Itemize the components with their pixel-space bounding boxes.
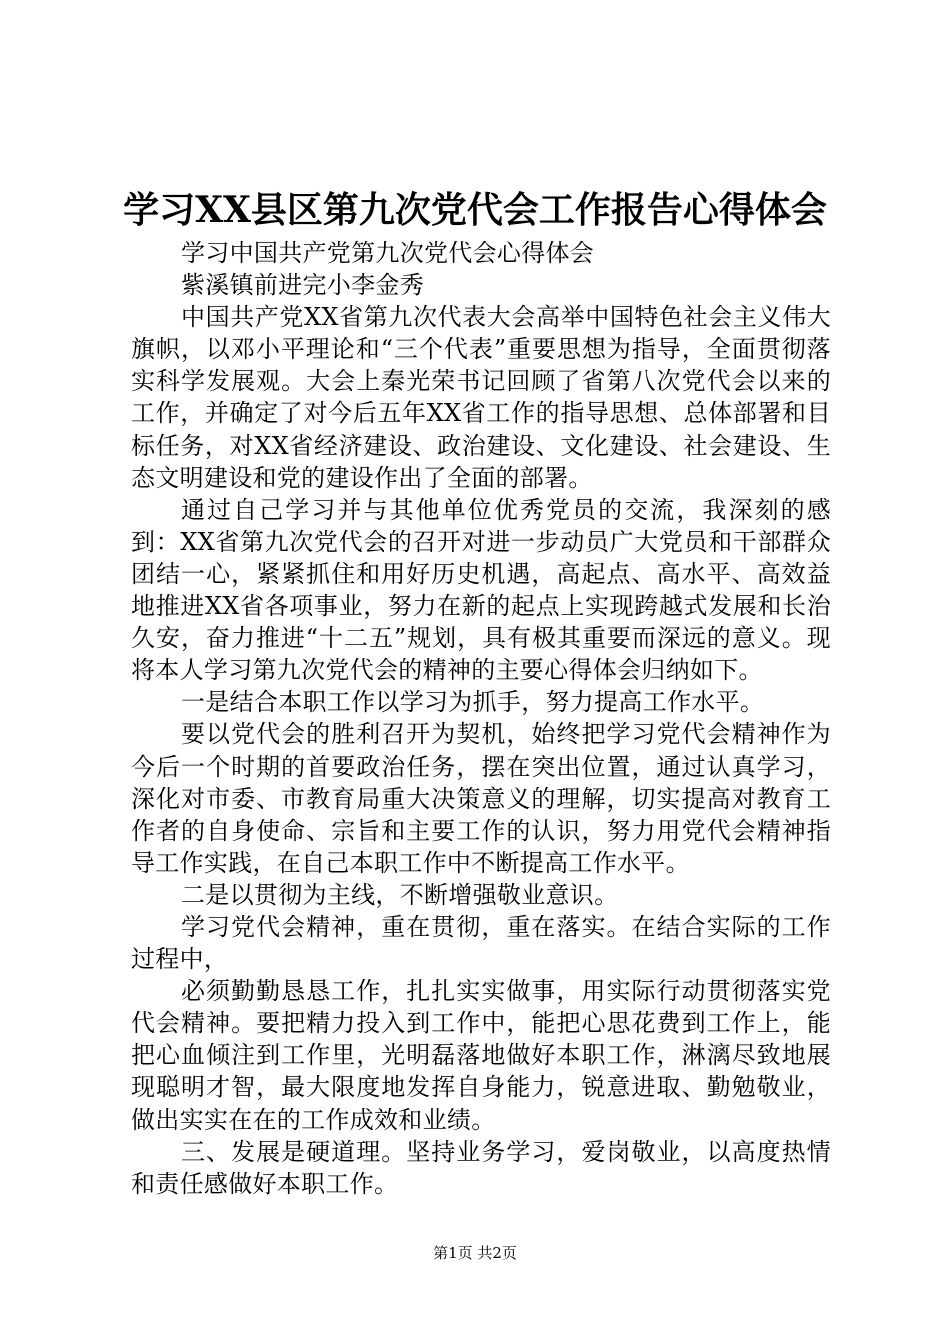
paragraph: 要以党代会的胜利召开为契机，始终把学习党代会精神作为今后一个时期的首要政治任务，摆在突出位置，通过认真学习，深化对市委、市教育局重大决策意义的理解，切实提高对教育工作者的自身使命、宗旨和主要工作的认识，努力用党代会精神指导工作实践，在自己本职工作中不断提高工作水平。 [131, 720, 831, 877]
paragraph: 必须勤勤恳恳工作，扎扎实实做事，用实际行动贯彻落实党代会精神。要把精力投入到工作中，能把心思花费到工作上，能把心血倾注到工作里，光明磊落地做好本职工作，淋漓尽致地展现聪明才智，最大限度地发挥自身能力，锐意进取、勤勉敬业，做出实实在在的工作成效和业绩。 [131, 977, 831, 1134]
paragraph: 通过自己学习并与其他单位优秀党员的交流，我深刻的感到：XX省第九次党代会的召开对进一步动员广大党员和干部群众团结一心，紧紧抓住和用好历史机遇，高起点、高水平、高效益地推进XX省各项事业，努力在新的起点上实现跨越式发展和长治久安，奋力推进“十二五”规划，具有极其重要而深远的意义。现将本人学习第九次党代会的精神的主要心得体会归纳如下。 [131, 495, 831, 685]
document-title: 学习XX县区第九次党代会工作报告心得体会 [123, 189, 827, 231]
paragraph-subtitle: 学习中国共产党第九次党代会心得体会 [181, 239, 595, 267]
paragraph-heading: 三、发展是硬道理。坚持业务学习，爱岗敬业，以高度热情和责任感做好本职工作。 [131, 1137, 831, 1198]
paragraph-heading: 二是以贯彻为主线，不断增强敬业意识。 [181, 880, 619, 909]
paragraph: 学习党代会精神，重在贯彻，重在落实。在结合实际的工作过程中， [131, 912, 831, 974]
paragraph-heading: 一是结合本职工作以学习为抓手，努力提高工作水平。 [181, 688, 765, 717]
document-body [131, 237, 831, 1200]
paragraph: 中国共产党XX省第九次代表大会高举中国特色社会主义伟大旗帜，以邓小平理论和“三个代表”重要思想为指导，全面贯彻落实科学发展观。大会上秦光荣书记回顾了省第八次党代会以来的工作，并确定了对今后五年XX省工作的指导思想、总体部署和目标任务，对XX省经济建设、政治建设、文化建设、社会建设、生态文明建设和党的建设作出了全面的部署。 [131, 303, 831, 492]
paragraph-author: 紫溪镇前进完小李金秀 [181, 271, 424, 300]
page-number: 第1页 共2页 [433, 1244, 517, 1262]
